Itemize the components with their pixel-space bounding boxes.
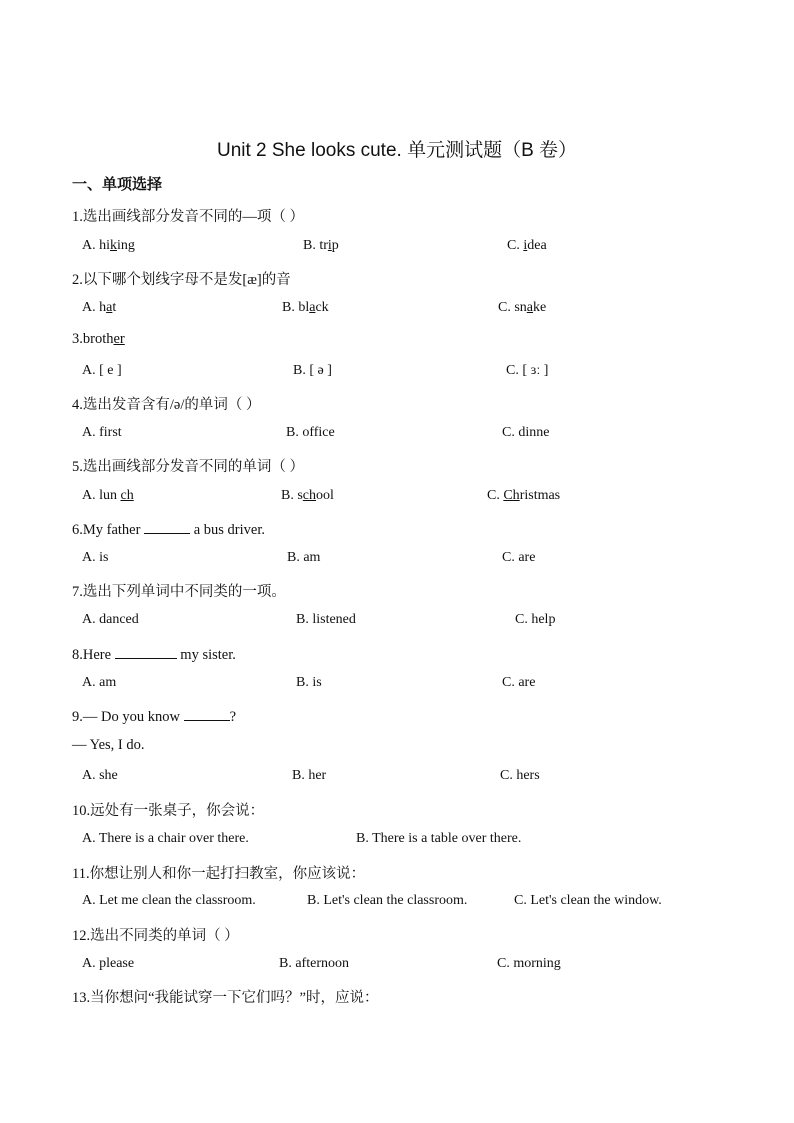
q8-option-b: B. is: [296, 675, 322, 690]
q7-option-b: B. listened: [296, 612, 356, 627]
q12-option-c: C. morning: [497, 956, 561, 971]
q3-option-c: C. [ ɜː ]: [506, 363, 549, 378]
q12-option-a: A. please: [82, 956, 135, 971]
q1-option-a: A. hiking: [82, 238, 135, 253]
answer-blank: [144, 519, 190, 534]
q4-option-c: C. dinne: [502, 425, 550, 440]
q10-option-a: A. There is a chair over there.: [82, 831, 249, 846]
page-title: Unit 2 She looks cute. 单元测试题（B 卷）: [216, 140, 578, 161]
q3-option-b: B. [ ə ]: [293, 363, 332, 378]
q2-option-c: C. snake: [498, 300, 547, 315]
question-2: 2.以下哪个划线字母不是发[æ]的音: [72, 272, 291, 288]
q7-option-c: C. help: [515, 612, 556, 627]
q5-option-a: A. lun ch: [82, 488, 134, 503]
q7-option-a: A. danced: [82, 612, 139, 627]
answer-blank: [115, 644, 177, 659]
q6-option-b: B. am: [287, 550, 321, 565]
q6-option-a: A. is: [82, 550, 109, 565]
q2-option-b: B. black: [282, 300, 329, 315]
q8-option-a: A. am: [82, 675, 117, 690]
q5-option-b: B. school: [281, 488, 334, 503]
question-4: 4.选出发音含有/ə/的单词（ ）: [72, 397, 261, 413]
q6-option-c: C. are: [502, 550, 536, 565]
q11-option-b: B. Let's clean the classroom.: [307, 893, 468, 908]
q11-option-c: C. Let's clean the window.: [514, 893, 662, 908]
q4-option-a: A. first: [82, 425, 122, 440]
section-heading: 一、单项选择: [72, 175, 163, 193]
question-3: 3.brother: [72, 331, 125, 347]
question-5: 5.选出画线部分发音不同的单词（ ）: [72, 459, 304, 475]
q9-option-b: B. her: [292, 768, 327, 783]
question-6: 6.My father a bus driver.: [72, 519, 265, 539]
q9-option-c: C. hers: [500, 768, 540, 783]
question-12: 12.选出不同类的单词（ ）: [72, 928, 239, 944]
q3-option-a: A. [ e ]: [82, 363, 122, 378]
question-10: 10.远处有一张桌子，你会说：: [72, 803, 265, 819]
q4-option-b: B. office: [286, 425, 335, 440]
question-1: 1.选出画线部分发音不同的—项（ ）: [72, 209, 304, 225]
question-9-response: — Yes, I do.: [72, 737, 145, 753]
q11-option-a: A. Let me clean the classroom.: [82, 893, 256, 908]
q2-option-a: A. hat: [82, 300, 117, 315]
question-9: 9.— Do you know ?: [72, 706, 236, 726]
q10-option-b: B. There is a table over there.: [356, 831, 522, 846]
q8-option-c: C. are: [502, 675, 536, 690]
question-11: 11.你想让别人和你一起打扫教室，你应该说：: [72, 866, 366, 882]
q1-option-b: B. trip: [303, 238, 339, 253]
q5-option-c: C. Christmas: [487, 488, 561, 503]
question-8: 8.Here my sister.: [72, 644, 236, 664]
q1-option-c: C. idea: [507, 238, 547, 253]
q12-option-b: B. afternoon: [279, 956, 349, 971]
question-7: 7.选出下列单词中不同类的一项。: [72, 584, 286, 600]
question-13: 13.当你想问“我能试穿一下它们吗？”时，应说：: [72, 990, 379, 1006]
q9-option-a: A. she: [82, 768, 118, 783]
answer-blank: [184, 706, 230, 721]
